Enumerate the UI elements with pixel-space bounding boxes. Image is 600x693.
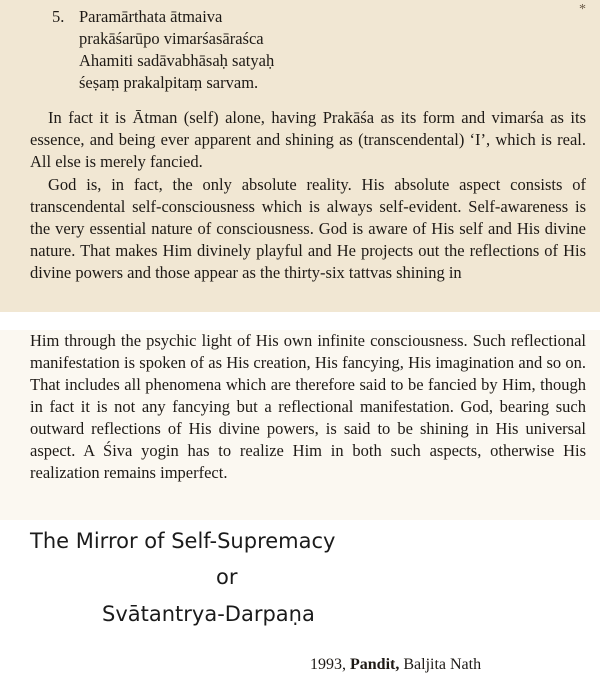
commentary-paragraph (30, 174, 586, 284)
paragraph-text: In fact it is Ātman (self) alone, having Prakāśa as its form and vimarśa as its essence, and being ever apparent and shining as (transcendental) ‘I’, which is real. All else is merely fancied. (30, 108, 586, 171)
translation-paragraph (30, 107, 586, 173)
paragraph-text: Him through the psychic light of His own infinite consciousness. Such reflectional manifestation is spoken of as His creation, His fancying, His imagination and so on. That includes all phenomena which are therefore said to be fancied by Him, though in fact it is not any fancying but a reflectional manifestation. God, bearing such outward reflections of His divine powers, is said to be shining in His universal aspect. A Śiva yogin has to realize Him in both such aspects, otherwise His realization remains imperfect. (30, 331, 586, 482)
paragraph-text: God is, in fact, the only absolute reality. His absolute aspect consists of transcendental self-consciousness which is always self-evident. Self-awareness is the very essential nature of consciousness. God is aware of His self and His divine nature. That makes Him divinely playful and He projects out the reflections of His divine powers and those appear as the thirty-six tattvas shining in (30, 175, 586, 282)
book-alt-title-text: Svātantrya-Darpaṇa (102, 602, 315, 626)
sanskrit-verse (52, 6, 274, 94)
citation (310, 656, 481, 674)
citation-author-name: Baljita Nath (403, 656, 482, 673)
verse-line: Ahamiti sadāvabhāsaḥ satyaḥ (79, 51, 275, 70)
book-title-or: or (216, 565, 238, 589)
book-title: The Mirror of Self-Supremacy (30, 529, 336, 553)
verse-line (52, 6, 274, 28)
corner-mark: * (579, 2, 586, 17)
verse-line: śeṣaṃ prakalpitaṃ sarvam. (79, 73, 259, 92)
verse-number: 5. (52, 7, 65, 26)
citation-year: 1993, (310, 656, 346, 673)
commentary-continuation (30, 330, 586, 484)
book-alt-title (102, 602, 600, 626)
verse-line-text: Paramārthata ātmaiva (79, 7, 223, 26)
verse-line: prakāśarūpo vimarśasāraśca (79, 29, 264, 48)
citation-author-surname: Pandit, (350, 656, 400, 673)
